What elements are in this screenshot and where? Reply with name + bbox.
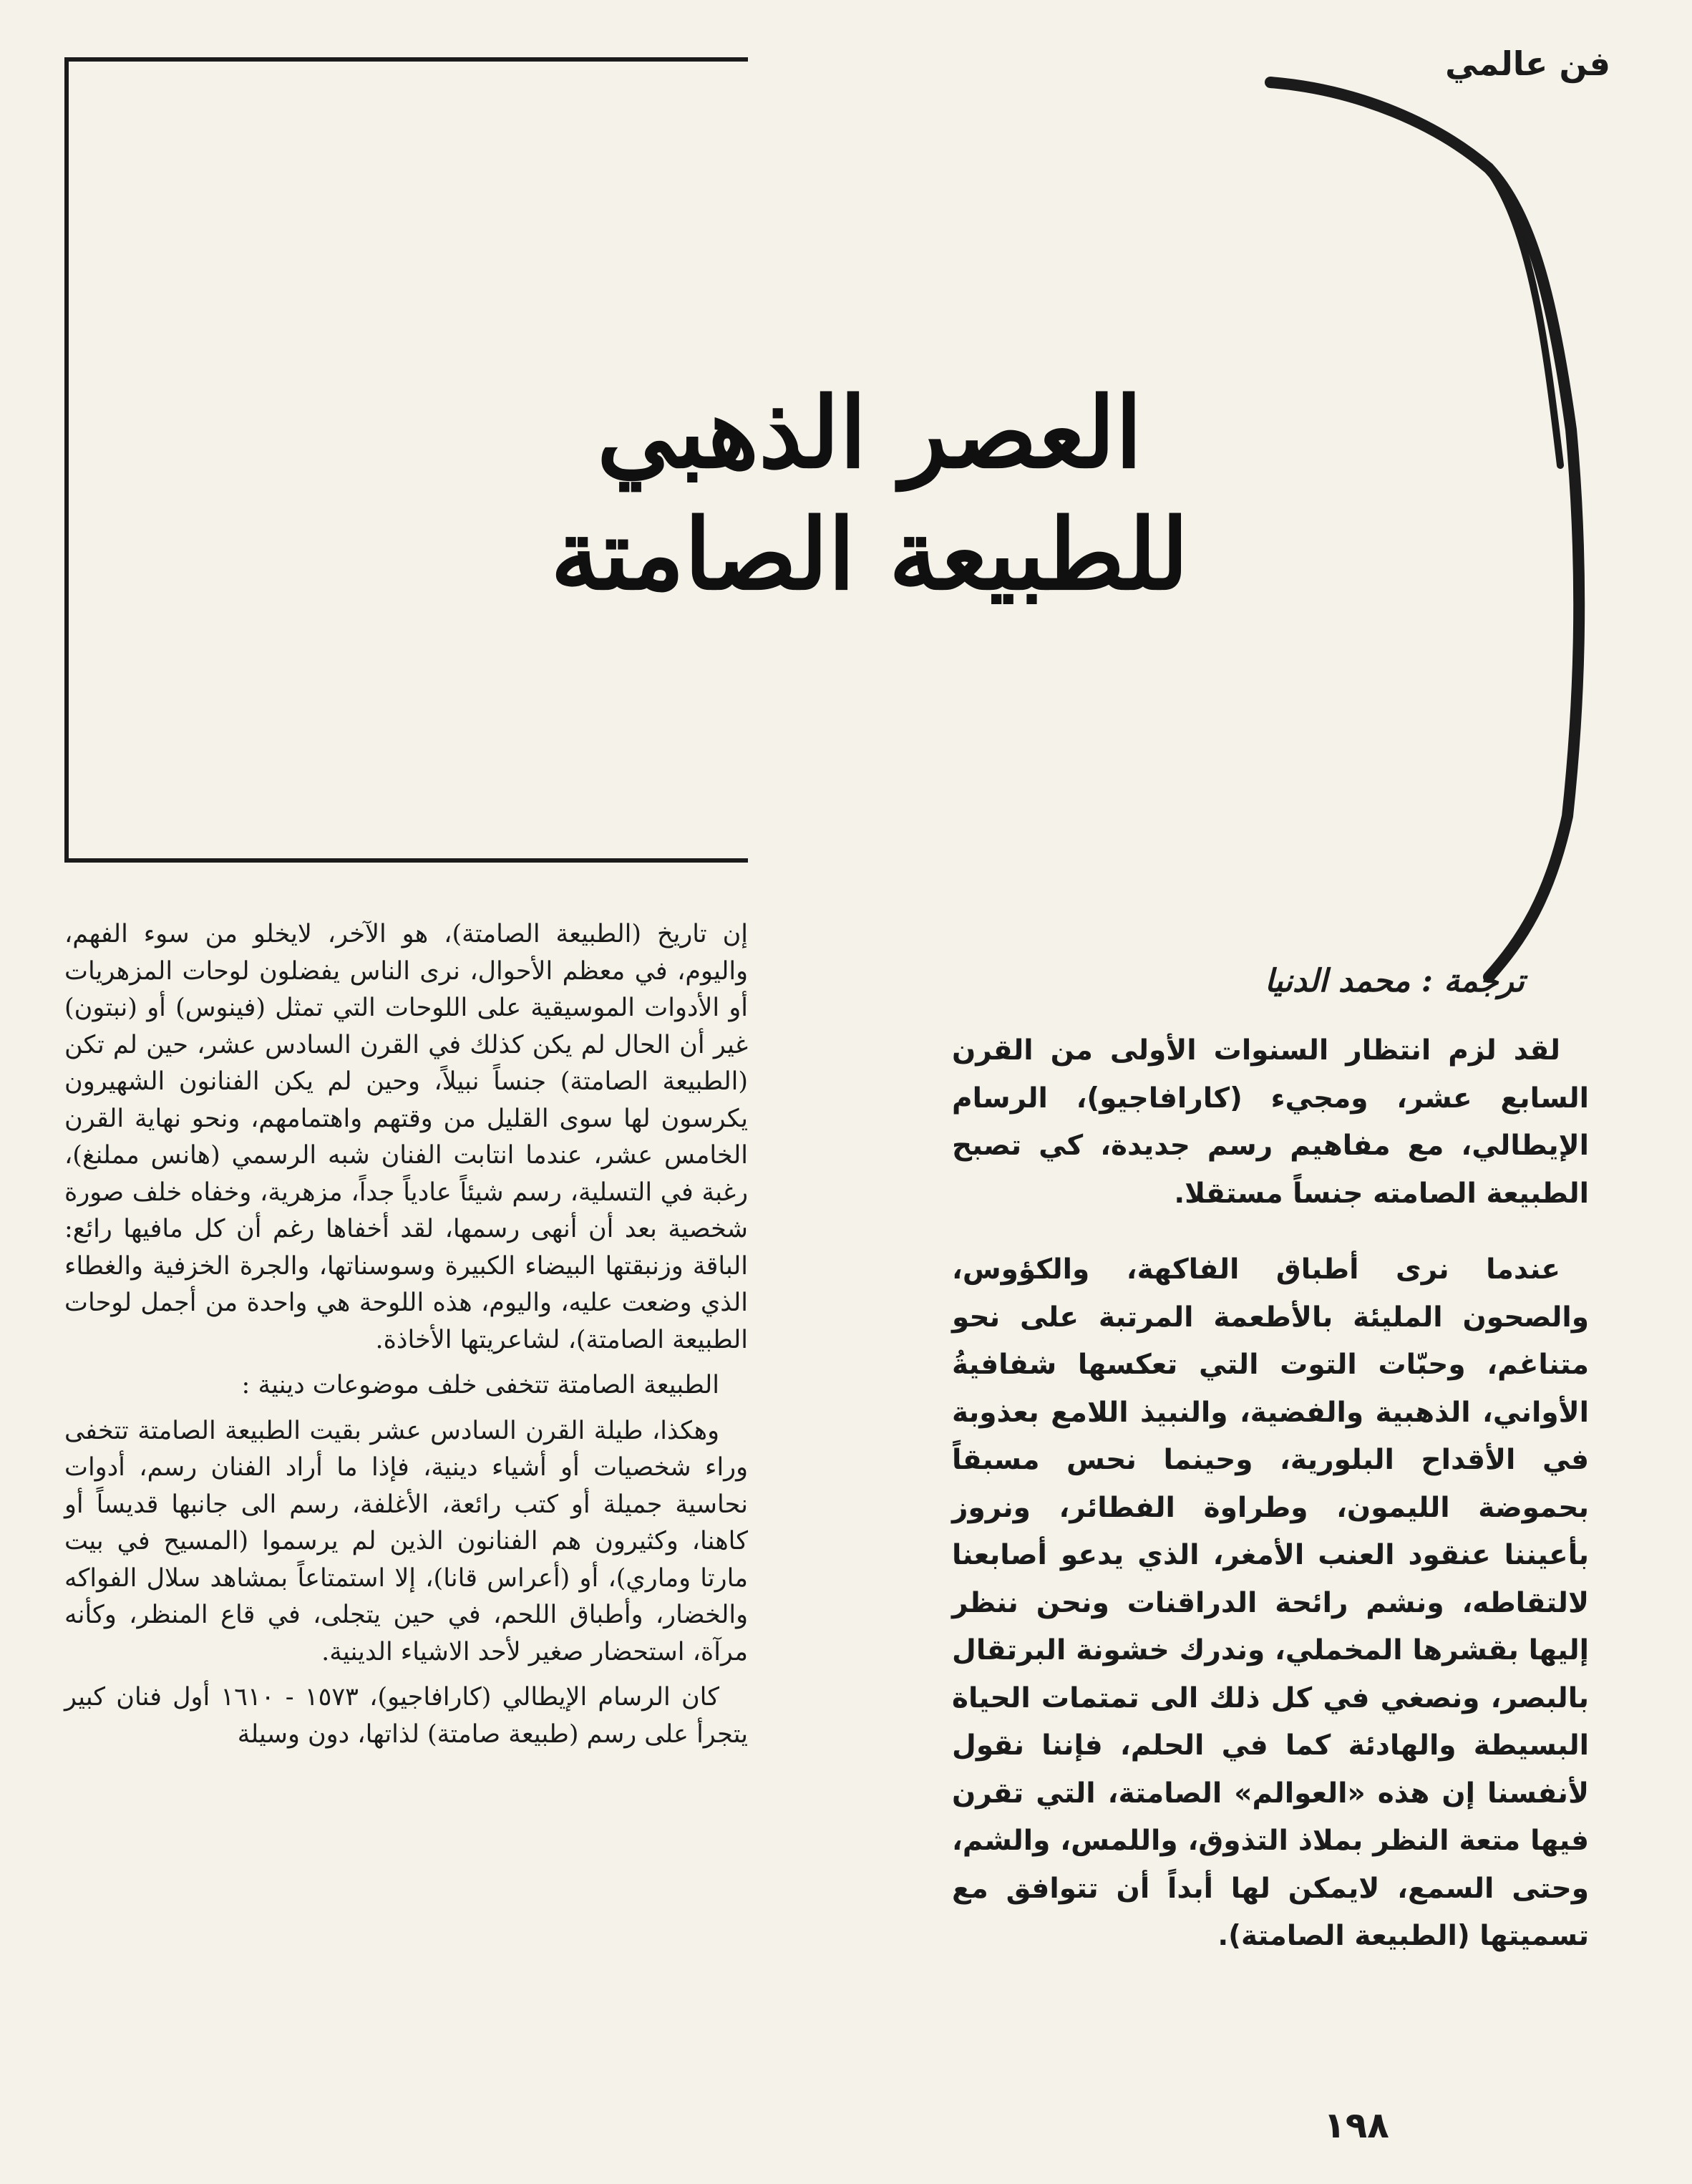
paragraph: لقد لزم انتظار السنوات الأولى من القرن السابع عشر، ومجيء (كارافاجيو)، الرسام الإيطالي، مع مفاهيم رسم جديدة، كي تصبح الطبيعة الصامته جنساً مستقلا. [952,1034,1589,1210]
right-column [952,1027,1589,1989]
title-line-2: للطبيعة الصامتة [550,498,1189,612]
paragraph: وهكذا، طيلة القرن السادس عشر بقيت الطبيعة الصامتة تتخفى وراء شخصيات أو أشياء دينية، فإذا ما أراد الفنان رسم، أدوات نحاسية جميلة أو كتب رائعة، الأغلفة، رسم الى جانبها قديساً أو كاهنا، وكثيرون هم الفنانون الذين لم يرسموا (المسيح في بيت مارتا وماري)، أو (أعراس قانا)، إلا استمتاعاً بمشاهد سلال الفواكه والخضار، وأطباق اللحم، في حين يتجلى، في قاع المنظر، وكأنه مرآة، استحضار صغير لأحد الاشياء الدينية. [64,1416,748,1666]
page-number: ١٩٨ [1323,2105,1389,2146]
paragraph: عندما نرى أطباق الفاكهة، والكؤوس، والصحون المليئة بالأطعمة المرتبة على نحو متناغم، وحبّات التوت التي تعكسها شفافيةُ الأواني، الذهبية والفضية، والنبيذ اللامع بعذوبة في الأقداح البلورية، وحينما نحس مسبقاً بحموضة الليمون، وطراوة الفطائر، ونروز بأعيننا عنقود العنب الأمغر، الذي يدعو أصابعنا لالتقاطه، ونشم رائحة الدراقنات ونحن ننظر إليها بقشرها المخملي، وندرك خشونة البرتقال بالبصر، ونصغي في كل ذلك الى تمتمات الحياة البسيطة والهادئة كما في الحلم، فإننا نقول لأنفسنا إن هذه «العوالم» الصامتة، التي تقرن فيها متعة النظر بملاذ التذوق، واللمس، والشم، وحتى السمع، لايمكن لها أبداً أن تتوافق مع تسميتها (الطبيعة الصامتة). [952,1253,1589,1952]
subheading: الطبيعة الصامتة تتخفى خلف موضوعات دينية : [241,1371,719,1399]
title-line-1: العصر الذهبي [597,376,1142,490]
translator-credit: ترجمة : محمد الدنيا [1264,963,1525,999]
section-label: فن عالمي [1445,44,1610,83]
paragraph: كان الرسام الإيطالي (كارافاجيو)، ١٥٧٣ - ١٦١٠ أول فنان كبير يتجرأ على رسم (طبيعة صامتة) لذاتها، دون وسيلة [64,1683,748,1749]
article-title [401,372,1338,616]
paragraph: إن تاريخ (الطبيعة الصامتة)، هو الآخر، لايخلو من سوء الفهم، واليوم، في معظم الأحوال، نرى الناس يفضلون لوحات المزهريات أو الأدوات الموسيقية على اللوحات التي تمثل (فينوس) أو (نبتون) غير أن الحال لم يكن كذلك في القرن السادس عشر، حين لم تكن (الطبيعة الصامتة) جنساً نبيلاً، وحين لم يكن الفنانون الشهيرون يكرسون لها سوى القليل من وقتهم واهتمامهم، ونحو نهاية القرن الخامس عشر، عندما انتابت الفنان شبه الرسمي (هانس مملنغ)، رغبة في التسلية، رسم شيئاً عادياً جداً، مزهرية، وخفاه خلف صورة شخصية بعد أن أنهى رسمها، لقد أخفاها رغم أن كل مافيها رائع: الباقة وزنبقتها البيضاء الكبيرة وسوسناتها، والجرة الخزفية والغطاء الذي وضعت عليه، واليوم، هذه اللوحة هي واحدة من أجمل لوحات الطبيعة الصامتة)، لشاعريتها الأخاذة. [64,920,748,1354]
left-column [64,916,748,1762]
